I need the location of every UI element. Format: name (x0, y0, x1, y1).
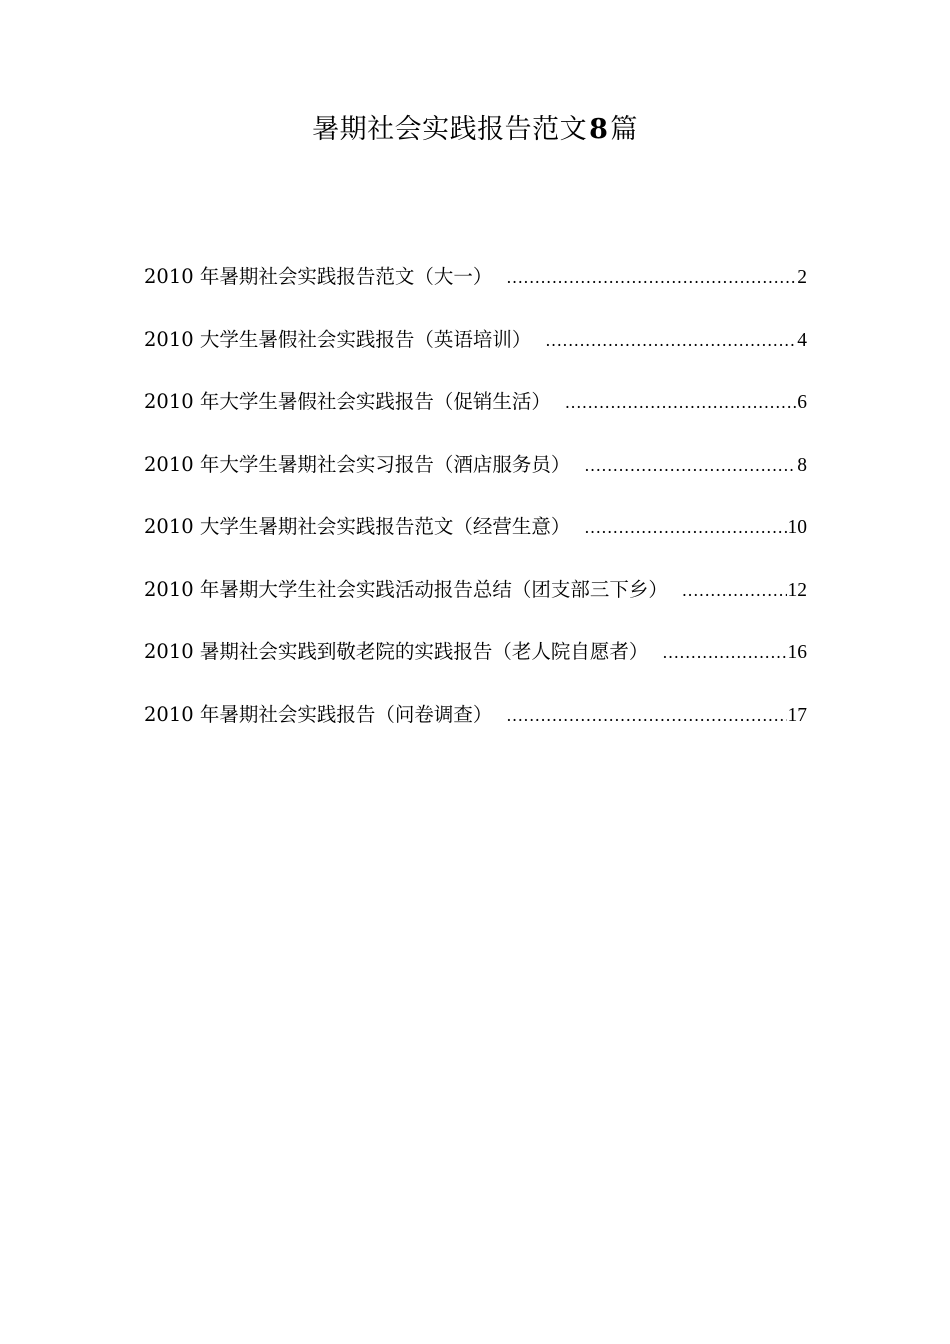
toc-leader-dots (682, 571, 787, 611)
toc-page-number: 10 (787, 517, 807, 538)
toc-entry-7[interactable] (144, 632, 807, 695)
toc-page-number: 4 (797, 329, 807, 351)
toc-leader-dots (565, 383, 796, 423)
toc-leader-dots (506, 258, 796, 298)
toc-page-number: 17 (787, 704, 807, 726)
toc-entry-title: 2010 暑期社会实践到敬老院的实践报告（老人院自愿者） (144, 640, 649, 663)
toc-entry-title: 2010 大学生暑假社会实践报告（英语培训） (144, 327, 532, 351)
toc-entry-title: 2010 年暑期社会实践报告范文（大一） (144, 265, 493, 288)
toc-leader-dots (584, 446, 796, 486)
title-number: 8 (589, 114, 609, 145)
toc-entry-5[interactable] (144, 507, 807, 570)
toc-leader-dots (506, 696, 786, 736)
toc-leader-dots (584, 508, 786, 548)
toc-leader-dots (545, 321, 796, 361)
toc-page-number: 16 (787, 642, 807, 663)
toc-entry-title: 2010 年暑期大学生社会实践活动报告总结（团支部三下乡） (144, 577, 668, 601)
toc-page-number: 2 (797, 267, 807, 288)
toc-page-number: 6 (797, 392, 807, 413)
toc-entry-2[interactable] (144, 320, 807, 383)
toc-entry-8[interactable] (144, 695, 807, 758)
title-suffix: 篇 (610, 114, 638, 145)
toc-entry-1[interactable] (144, 257, 807, 320)
toc-entry-title: 2010 年大学生暑期社会实习报告（酒店服务员） (144, 452, 571, 476)
toc-entry-title: 2010 年暑期社会实践报告（问卷调查） (144, 702, 493, 726)
title-text: 暑期社会实践报告范文 (312, 114, 588, 145)
toc-entry-title: 2010 年大学生暑假社会实践报告（促销生活） (144, 390, 551, 413)
toc-page-number: 8 (797, 454, 807, 476)
document-title (0, 110, 950, 150)
toc-entry-3[interactable] (144, 382, 807, 445)
table-of-contents (144, 257, 807, 757)
toc-leader-dots (662, 633, 786, 673)
toc-entry-4[interactable] (144, 445, 807, 508)
toc-entry-6[interactable] (144, 570, 807, 633)
toc-entry-title: 2010 大学生暑期社会实践报告范文（经营生意） (144, 515, 571, 538)
toc-page-number: 12 (787, 579, 807, 601)
